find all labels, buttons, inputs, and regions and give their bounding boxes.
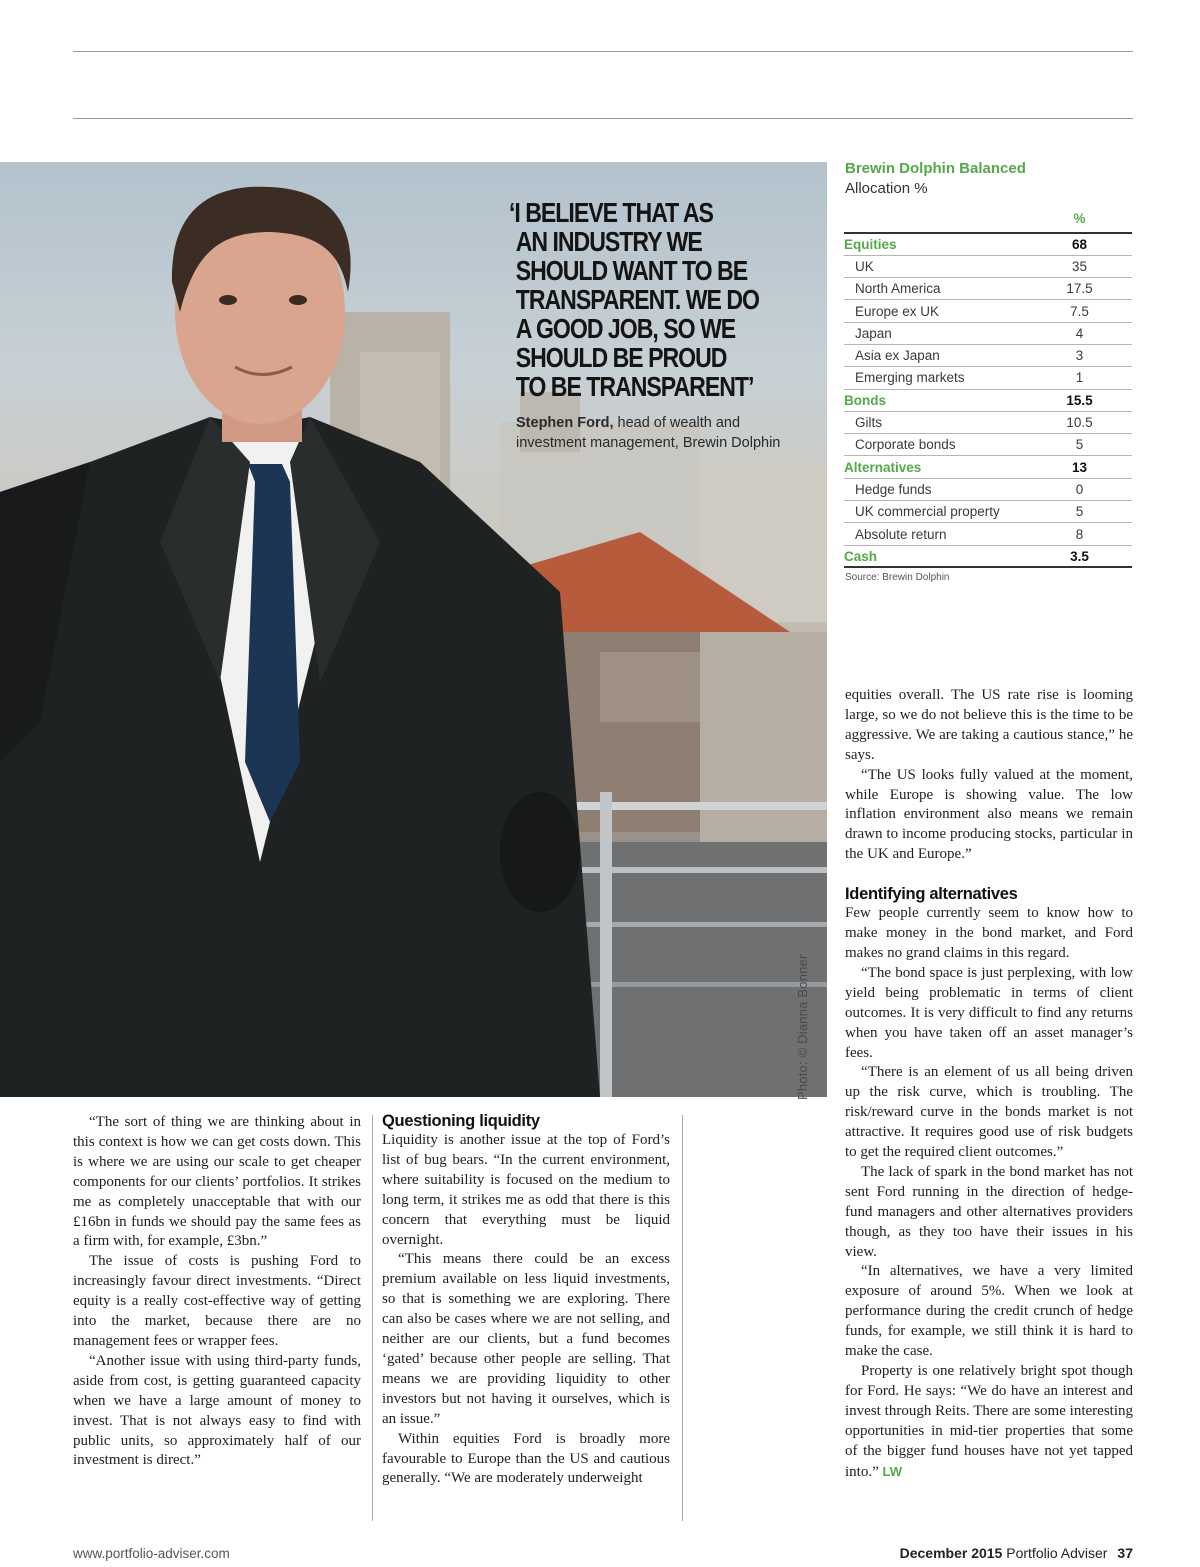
column-divider bbox=[682, 1115, 683, 1521]
footer-url[interactable]: www.portfolio-adviser.com bbox=[73, 1546, 230, 1561]
table-row-value: 10.5 bbox=[1027, 411, 1132, 433]
table-row-label: Japan bbox=[844, 322, 1027, 344]
table-row-label: Europe ex UK bbox=[844, 300, 1027, 322]
table-row bbox=[844, 545, 1132, 567]
article-column-2 bbox=[382, 1111, 670, 1489]
section-heading: Identifying alternatives bbox=[845, 885, 1018, 904]
quote-attribution bbox=[516, 413, 806, 453]
table-row-value: 1 bbox=[1027, 367, 1132, 389]
article-paragraph bbox=[845, 1362, 1133, 1482]
attribution-name: Stephen Ford, bbox=[516, 415, 614, 431]
footer-date: December 2015 bbox=[899, 1545, 1003, 1561]
table-row-label: Asia ex Japan bbox=[844, 344, 1027, 366]
article-paragraph: “The US looks fully valued at the moment, while Europe is showing value. The low inflation environment also means we remain drawn to income producing stocks, particular in the UK and Europe.” bbox=[845, 766, 1133, 863]
table-row-label: Emerging markets bbox=[844, 367, 1027, 389]
table-row bbox=[844, 523, 1132, 545]
table-header-label bbox=[844, 204, 1027, 233]
table-row-label: Bonds bbox=[844, 389, 1027, 411]
table-row-label: Alternatives bbox=[844, 456, 1027, 478]
article-paragraph: “Another issue with using third-party funds, aside from cost, is getting guaranteed capacity when we have a large amount of money to invest. That is not always easy to find with public units, so approximately half of our investment is direct.” bbox=[73, 1352, 361, 1469]
table-row bbox=[844, 344, 1132, 366]
table-row-value: 68 bbox=[1027, 233, 1132, 255]
article-paragraph: “The sort of thing we are thinking about in this context is how we can get costs down. This is where we are using our scale to get cheaper components for our clients’ portfolios. It strikes me as completely unacceptable that with our £16bn in funds we should pay the same fees as a firm with, for example, £3bn.” bbox=[73, 1114, 361, 1250]
table-header-row bbox=[844, 204, 1132, 233]
table-row bbox=[844, 411, 1132, 433]
table-row-label: Cash bbox=[844, 545, 1027, 567]
article-paragraph: “The bond space is just perplexing, with low yield being problematic in terms of client outcomes. It is very difficult to find any returns when you have taken off an asset manager’s fees. bbox=[845, 964, 1133, 1061]
table-row-value: 0 bbox=[1027, 478, 1132, 500]
table-row bbox=[844, 389, 1132, 411]
pull-quote bbox=[509, 197, 759, 402]
table-row-label: North America bbox=[844, 278, 1027, 300]
article-paragraph: The issue of costs is pushing Ford to increasingly favour direct investments. “Direct equity is a really cost-effective way of getting into the market, because there are no management fees or wrapper fees. bbox=[73, 1253, 361, 1349]
table-source: Source: Brewin Dolphin bbox=[845, 572, 950, 583]
table-row-label: Corporate bonds bbox=[844, 434, 1027, 456]
top-rule-2 bbox=[73, 118, 1133, 119]
article-paragraph: “This means there could be an excess premium available on less liquid investments, so that is something we are exploring. There can also be cases where we are not selling, and neither are our clients, but a fund becomes ‘gated’ because other people are selling. That means we are providing liquidity to other investors but not having it ourselves, which is an issue.” bbox=[382, 1251, 670, 1427]
table-row bbox=[844, 501, 1132, 523]
table-row bbox=[844, 434, 1132, 456]
table-row bbox=[844, 478, 1132, 500]
article-paragraph: The lack of spark in the bond market has not sent Ford running in the direction of hedge-fund managers and other alternatives providers though, as they too have their issues in his view. bbox=[845, 1163, 1133, 1260]
table-row-value: 7.5 bbox=[1027, 300, 1132, 322]
table-row-label: Absolute return bbox=[844, 523, 1027, 545]
table-row bbox=[844, 278, 1132, 300]
table-row-value: 5 bbox=[1027, 501, 1132, 523]
table-row-value: 17.5 bbox=[1027, 278, 1132, 300]
table-row-label: UK commercial property bbox=[844, 501, 1027, 523]
attribution-role: head of wealth and investment management, Brewin Dolphin bbox=[516, 415, 781, 451]
table-row-label: Gilts bbox=[844, 411, 1027, 433]
pull-quote-line: TO BE TRANSPARENT’ bbox=[515, 371, 754, 402]
table-row-value: 8 bbox=[1027, 523, 1132, 545]
column-divider bbox=[372, 1115, 373, 1521]
article-paragraph: Within equities Ford is broadly more favourable to Europe than the US and cautious generally. “We are moderately underweight bbox=[382, 1430, 670, 1487]
table-row-value: 35 bbox=[1027, 255, 1132, 277]
article-paragraph: Few people currently seem to know how to make money in the bond market, and Ford makes no grand claims in this regard. bbox=[845, 905, 1133, 961]
section-heading: Questioning liquidity bbox=[382, 1112, 540, 1130]
article-column-3 bbox=[845, 686, 1133, 1482]
photo-credit: Photo: © Dianna Bonner bbox=[795, 954, 810, 1100]
footer-issue bbox=[900, 1545, 1133, 1561]
pull-quote-line: SHOULD WANT TO BE bbox=[515, 255, 748, 286]
pull-quote-line: AN INDUSTRY WE bbox=[515, 226, 702, 257]
article-paragraph: equities overall. The US rate rise is looming large, so we do not believe this is the time to be aggressive. We are taking a cautious stance,” he says. bbox=[845, 687, 1133, 763]
table-row bbox=[844, 300, 1132, 322]
pull-quote-line: ‘I BELIEVE THAT AS bbox=[509, 197, 713, 228]
table-row-label: Equities bbox=[844, 233, 1027, 255]
table-title: Brewin Dolphin Balanced bbox=[845, 160, 1026, 177]
article-paragraph-text: Property is one relatively bright spot though for Ford. He says: “We do have an interest and invest through Reits. There are some interesting opportunities in mid-tier properties that some of the bigger fund houses have not yet tapped into.” bbox=[845, 1363, 1133, 1480]
article-paragraph: “In alternatives, we have a very limited exposure of around 5%. When we look at performance during the credit crunch of hedge funds, for example, we still think it is hard to make the case. bbox=[845, 1263, 1133, 1360]
pull-quote-line: SHOULD BE PROUD bbox=[515, 342, 727, 373]
table-row-value: 15.5 bbox=[1027, 389, 1132, 411]
article-column-1 bbox=[73, 1113, 361, 1471]
table-row-label: Hedge funds bbox=[844, 478, 1027, 500]
table-row-value: 3.5 bbox=[1027, 545, 1132, 567]
allocation-table bbox=[844, 204, 1132, 568]
table-row-value: 13 bbox=[1027, 456, 1132, 478]
table-row-value: 4 bbox=[1027, 322, 1132, 344]
author-signoff: LW bbox=[882, 1463, 902, 1479]
article-paragraph: “There is an element of us all being driven up the risk curve, which is troubling. The risk/reward curve in the bonds market is not attractive. It requires good use of risk budgets to get the required client outcomes.” bbox=[845, 1064, 1133, 1161]
table-header-percent: % bbox=[1027, 204, 1132, 233]
table-row-value: 3 bbox=[1027, 344, 1132, 366]
table-row-value: 5 bbox=[1027, 434, 1132, 456]
table-body bbox=[844, 233, 1132, 567]
table-row bbox=[844, 456, 1132, 478]
table-row bbox=[844, 367, 1132, 389]
article-paragraph: Liquidity is another issue at the top of Ford’s list of bug bears. “In the current environment, where suitability is focused on the medium to long term, it strikes me as odd that there is this concern that everything must be liquid overnight. bbox=[382, 1132, 670, 1248]
pull-quote-line: A GOOD JOB, SO WE bbox=[515, 313, 736, 344]
table-row bbox=[844, 255, 1132, 277]
top-rule-1 bbox=[73, 51, 1133, 52]
table-row bbox=[844, 233, 1132, 255]
table-subtitle: Allocation % bbox=[845, 180, 928, 197]
pull-quote-line: TRANSPARENT. WE DO bbox=[515, 284, 759, 315]
table-row bbox=[844, 322, 1132, 344]
page-number: 37 bbox=[1117, 1545, 1133, 1561]
table-row-label: UK bbox=[844, 255, 1027, 277]
footer-publication: Portfolio Adviser bbox=[1002, 1545, 1108, 1561]
